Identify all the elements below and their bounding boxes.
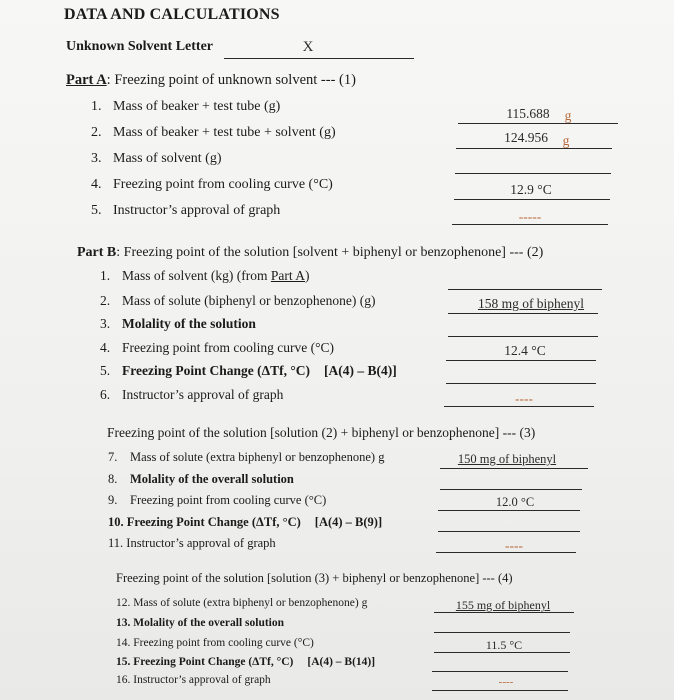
answer-line: [448, 336, 598, 337]
item-label-end: ): [305, 268, 310, 283]
section-3-item-10: [108, 515, 382, 530]
part-a-item-4-value: 12.9 °C: [510, 182, 552, 197]
unknown-solvent-value: X: [302, 39, 314, 55]
item-number: 14.: [116, 637, 131, 649]
item-label: Instructor’s approval of graph: [133, 674, 271, 686]
item-formula: [A(4) – B(4)]: [323, 363, 397, 378]
part-a-item-2: [91, 125, 336, 141]
part-b-item-5: [100, 363, 397, 379]
section-3-item-7: [108, 450, 384, 465]
item-label: Instructor’s approval of graph: [113, 203, 281, 218]
section-3-item-11-value: ----: [505, 538, 523, 553]
item-formula: [A(4) – B(9)]: [314, 515, 383, 529]
item-label: Freezing Point Change (ΔTf, °C): [126, 515, 301, 529]
answer-line: [448, 289, 602, 290]
part-a-heading: [66, 72, 356, 89]
part-b-item-1: [100, 268, 310, 284]
item-number: 7.: [108, 450, 118, 464]
part-b-item-2-value: 158 mg of biphenyl: [477, 296, 585, 311]
answer-line: [446, 360, 596, 361]
page-title: DATA AND CALCULATIONS: [64, 6, 280, 23]
item-label: Mass of solute (extra biphenyl or benzophenone) g: [133, 597, 368, 609]
item-number: 1.: [100, 268, 111, 283]
item-label: Instructor’s approval of graph: [126, 536, 276, 550]
answer-line: [458, 123, 618, 124]
part-a-item-3: [91, 151, 222, 167]
part-b-heading: [77, 245, 543, 261]
item-number: 10.: [108, 515, 124, 529]
item-label: Freezing point from cooling curve (°C): [113, 177, 333, 192]
item-number: 12.: [116, 597, 131, 609]
item-number: 1.: [91, 99, 102, 114]
item-number: 4.: [100, 340, 111, 355]
answer-line: [456, 148, 612, 149]
item-label: Molality of the solution: [122, 316, 256, 331]
item-number: 5.: [100, 363, 111, 378]
answer-line: [446, 383, 596, 384]
item-number: 15.: [116, 656, 131, 668]
part-a-item-5-value: -----: [518, 209, 542, 224]
part-b-item-3: [100, 316, 256, 332]
part-a-item-5: [91, 203, 280, 219]
answer-line: [432, 671, 568, 672]
part-b-item-6-value: ----: [515, 391, 533, 406]
section-3-heading: Freezing point of the solution [solution (2) + biphenyl or benzophenone] --- (3): [107, 425, 536, 440]
item-number: 2.: [100, 293, 111, 308]
item-label: Molality of the overall solution: [130, 472, 294, 486]
item-number: 3.: [91, 151, 102, 166]
answer-line: [455, 173, 611, 174]
section-4-item-14: [116, 637, 314, 649]
item-label: Freezing Point Change (ΔTf, °C): [122, 363, 310, 378]
item-number: 3.: [100, 316, 111, 331]
item-label: Mass of solute (extra biphenyl or benzophenone) g: [130, 450, 385, 464]
answer-line: [454, 199, 610, 200]
section-4-item-13: [116, 617, 284, 629]
part-a-heading-text: : Freezing point of unknown solvent --- (1): [106, 72, 356, 88]
answer-line: [438, 510, 580, 511]
item-label: Freezing point from cooling curve (°C): [133, 637, 314, 649]
part-b-label: Part B: [77, 245, 117, 260]
item-label: Mass of solvent (kg) (from: [122, 268, 271, 283]
item-number: 9.: [108, 493, 118, 507]
part-a-item-2-value: 124.956: [504, 130, 548, 145]
section-4-item-12-value: 155 mg of biphenyl: [455, 598, 551, 612]
part-b-item-4: [100, 340, 334, 356]
answer-line: [440, 489, 582, 490]
item-label: Instructor’s approval of graph: [122, 387, 284, 402]
answer-line: [440, 468, 588, 469]
item-label: Mass of beaker + test tube + solvent (g): [113, 125, 336, 140]
section-3-item-9-value: 12.0 °C: [495, 495, 535, 509]
item-label: Freezing point from cooling curve (°C): [122, 340, 334, 355]
answer-line: [438, 531, 580, 532]
part-a-label: Part A: [66, 72, 107, 88]
item-label: Freezing point from cooling curve (°C): [130, 493, 327, 507]
part-a-item-1: [91, 99, 280, 115]
section-3-item-7-value: 150 mg of biphenyl: [457, 452, 557, 466]
answer-line: [448, 313, 598, 314]
section-3-item-9: [108, 493, 326, 508]
item-label: Mass of beaker + test tube (g): [113, 99, 281, 114]
part-a-reference: Part A: [270, 268, 305, 283]
part-a-item-4: [91, 177, 333, 193]
part-a-item-1-unit: g: [564, 108, 572, 123]
part-b-item-6: [100, 387, 283, 403]
part-b-item-4-value: 12.4 °C: [504, 343, 546, 358]
item-label: Molality of the overall solution: [133, 617, 285, 629]
part-a-item-2-unit: g: [562, 133, 570, 148]
unknown-solvent-label: Unknown Solvent Letter: [66, 39, 214, 54]
section-3-item-11: [108, 536, 276, 551]
item-number: 2.: [91, 125, 102, 140]
section-3-item-8: [108, 472, 294, 487]
part-b-heading-text: : Freezing point of the solution [solvent + biphenyl or benzophenone] --- (2): [116, 245, 544, 260]
item-label: Mass of solute (biphenyl or benzophenone) (g): [122, 293, 376, 308]
item-number: 8.: [108, 472, 118, 486]
section-4-heading: Freezing point of the solution [solution (3) + biphenyl or benzophenone] --- (4): [116, 571, 513, 585]
part-a-item-1-value: 115.688: [506, 106, 550, 121]
section-4-item-16-value: ----: [498, 676, 514, 688]
unknown-solvent-line: [224, 58, 414, 59]
part-b-item-2: [100, 293, 375, 309]
item-number: 13.: [116, 617, 131, 629]
item-number: 6.: [100, 387, 111, 402]
section-4-item-16: [116, 674, 271, 686]
section-4-item-15: [116, 656, 375, 668]
item-formula: [A(4) – B(14)]: [307, 656, 376, 668]
item-number: 4.: [91, 177, 102, 192]
item-number: 11.: [108, 536, 124, 550]
item-label: Freezing Point Change (ΔTf, °C): [133, 656, 294, 668]
section-4-item-12: [116, 597, 367, 609]
item-number: 16.: [116, 674, 131, 686]
item-number: 5.: [91, 203, 102, 218]
answer-line: [432, 690, 568, 691]
section-4-item-14-value: 11.5 °C: [485, 638, 523, 652]
answer-line: [434, 632, 570, 633]
item-label: Mass of solvent (g): [113, 151, 222, 166]
